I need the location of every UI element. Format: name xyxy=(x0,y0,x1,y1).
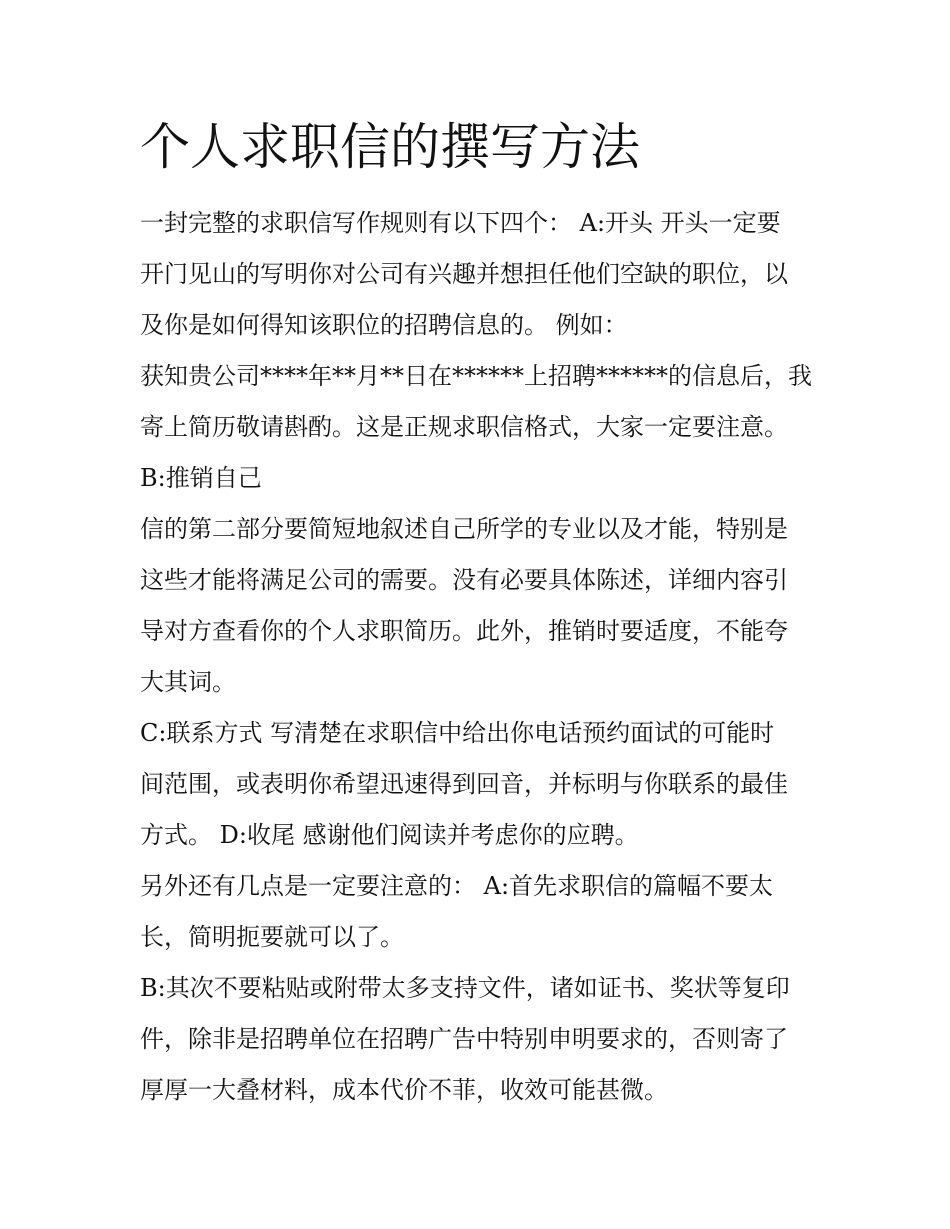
document-title: 个人求职信的撰写方法 xyxy=(140,118,640,176)
document-body xyxy=(140,198,820,1116)
body-line: 信的第二部分要简短地叙述自己所学的专业以及才能，特别是 xyxy=(140,515,788,543)
body-line: 获知贵公司****年**月**日在******上招聘******的信息后，我 xyxy=(140,362,812,390)
body-line: 开门见山的写明你对公司有兴趣并想担任他们空缺的职位，以 xyxy=(140,260,788,288)
body-line: 厚厚一大叠材料，成本代价不菲，收效可能甚微。 xyxy=(140,1076,668,1104)
body-line: 大其词。 xyxy=(140,668,236,696)
body-line: 长，简明扼要就可以了。 xyxy=(140,923,404,951)
body-line: B:其次不要粘贴或附带太多支持文件，诸如证书、奖状等复印 xyxy=(140,974,790,1002)
body-line: 另外还有几点是一定要注意的： A:首先求职信的篇幅不要太 xyxy=(140,872,774,900)
body-line: 方式。 D:收尾 感谢他们阅读并考虑你的应聘。 xyxy=(140,821,639,849)
body-line: 导对方查看你的个人求职简历。此外，推销时要适度，不能夸 xyxy=(140,617,788,645)
body-line: 一封完整的求职信写作规则有以下四个： A:开头 开头一定要 xyxy=(140,209,781,237)
body-line: B:推销自己 xyxy=(140,464,262,492)
body-line: 件，除非是招聘单位在招聘广告中特别申明要求的，否则寄了 xyxy=(140,1025,788,1053)
body-line: 寄上简历敬请斟酌。这是正规求职信格式，大家一定要注意。 xyxy=(140,413,788,441)
body-line: 间范围，或表明你希望迅速得到回音，并标明与你联系的最佳 xyxy=(140,770,788,798)
body-line: 这些才能将满足公司的需要。没有必要具体陈述，详细内容引 xyxy=(140,566,788,594)
body-line: 及你是如何得知该职位的招聘信息的。 例如： xyxy=(140,311,628,339)
body-line: C:联系方式 写清楚在求职信中给出你电话预约面试的可能时 xyxy=(140,719,775,747)
